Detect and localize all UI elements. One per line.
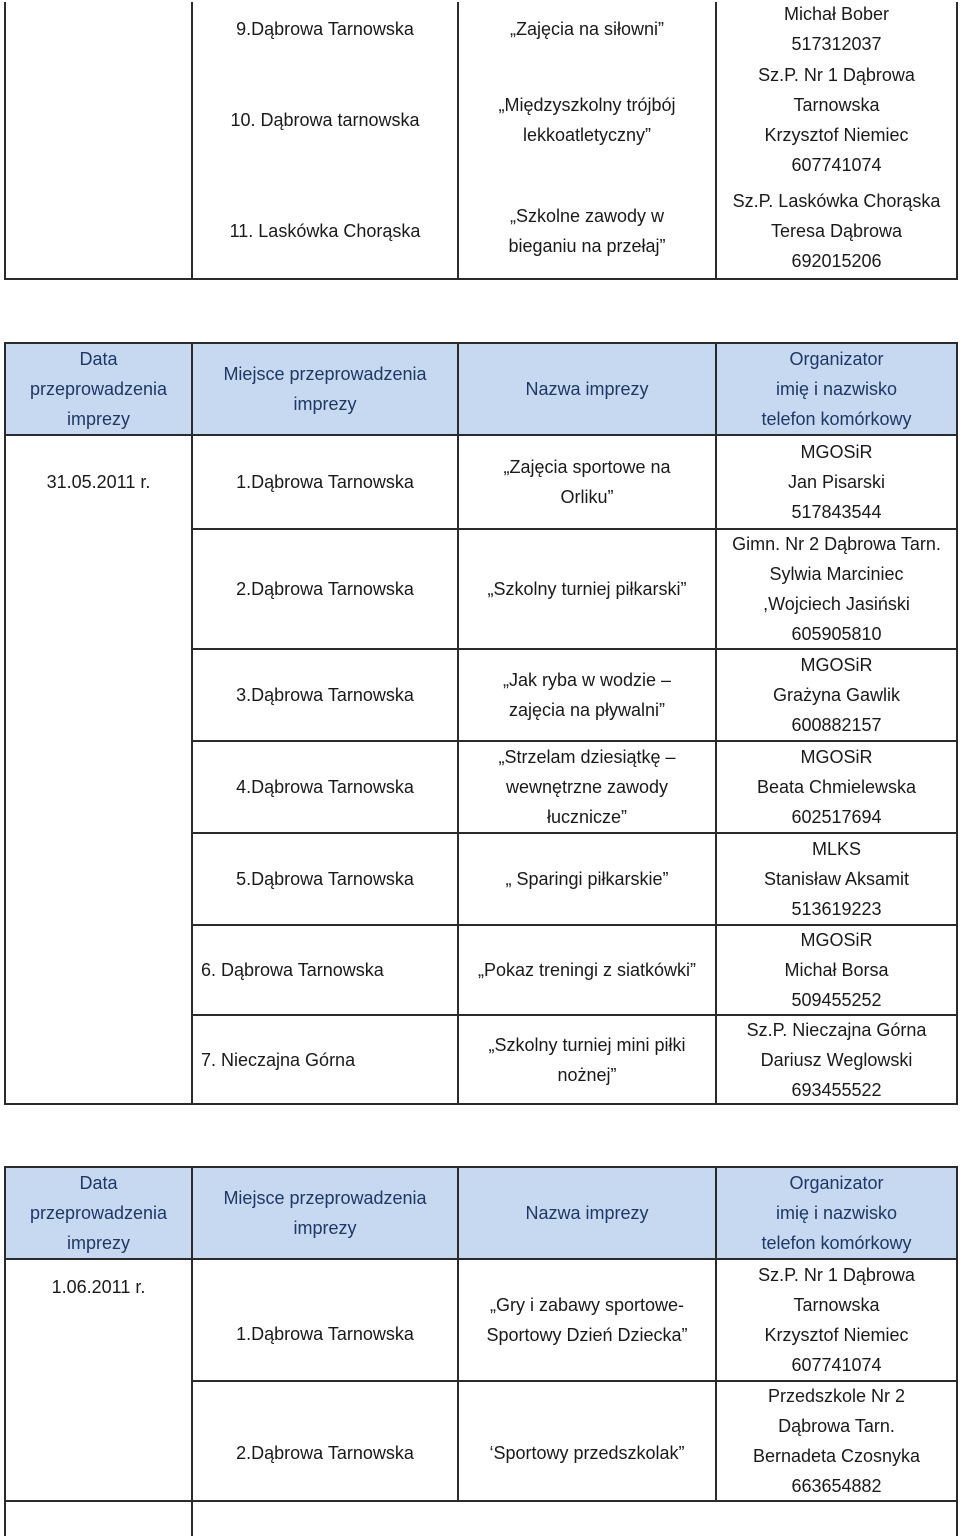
- event-text: „Międzyszkolny trójbój: [498, 95, 676, 115]
- event-cell: [459, 2, 717, 56]
- organizer-text: Dariusz Weglowski: [760, 1049, 913, 1070]
- header-text: przeprowadzenia: [29, 1203, 168, 1223]
- header-text: imprezy: [293, 1218, 357, 1238]
- event-text: „Szkolny turniej piłkarski”: [487, 579, 687, 599]
- header-text: Nazwa imprezy: [525, 1203, 649, 1223]
- event-cell: [459, 184, 717, 278]
- date-cell: [6, 832, 193, 924]
- top-table: [4, 2, 958, 280]
- place-text: 4.Dąbrowa Tarnowska: [236, 777, 414, 797]
- place-text: 2.Dąbrowa Tarnowska: [236, 1443, 414, 1463]
- organizer-cell: [717, 436, 956, 528]
- place-cell: [193, 1260, 459, 1380]
- place-cell: [193, 184, 459, 278]
- date-text: 1.06.2011 r.: [51, 1277, 146, 1297]
- header-event: [459, 344, 717, 434]
- event-text: wewnętrzne zawody: [505, 777, 669, 797]
- event-text: „Jak ryba w wodzie –: [502, 670, 672, 690]
- header-text: imprezy: [66, 409, 130, 429]
- place-cell: [193, 1380, 459, 1500]
- organizer-cell: [717, 832, 956, 924]
- organizer-text: Sz.P. Nieczajna Górna: [746, 1019, 927, 1040]
- organizer-text: Teresa Dąbrowa: [770, 221, 903, 241]
- organizer-text: 600882157: [791, 715, 882, 735]
- organizer-text: Beata Chmielewska: [756, 777, 917, 797]
- place-text: 10. Dąbrowa tarnowska: [230, 110, 420, 130]
- place-text: 3.Dąbrowa Tarnowska: [236, 685, 414, 705]
- header-date: [6, 344, 193, 434]
- place-cell: [193, 528, 459, 648]
- table-row: [6, 924, 956, 1014]
- schedule-table-01-06: [4, 1166, 958, 1536]
- date-cell: [6, 1014, 193, 1103]
- organizer-text: Sylwia Marciniec: [769, 564, 904, 584]
- organizer-text: 602517694: [791, 807, 882, 827]
- header-organizer: [717, 1168, 956, 1258]
- header-place: [193, 1168, 459, 1258]
- organizer-text: Tarnowska: [793, 95, 880, 115]
- event-text: „Szkolne zawody w: [509, 206, 665, 226]
- event-cell: [459, 1014, 717, 1103]
- event-text: ‘Sportowy przedszkolak”: [489, 1443, 685, 1463]
- event-text: „Zajęcia na siłowni”: [509, 19, 665, 39]
- header-event: [459, 1168, 717, 1258]
- organizer-text: MLKS: [811, 839, 862, 859]
- organizer-text: 692015206: [791, 251, 882, 271]
- table-row: [6, 2, 956, 56]
- organizer-cell: [717, 184, 956, 278]
- table-row: [6, 1260, 956, 1380]
- organizer-text: Jan Pisarski: [787, 472, 886, 492]
- place-cell: [193, 1014, 459, 1103]
- date-cell: [6, 1380, 193, 1500]
- event-cell: [459, 1380, 717, 1500]
- place-text: 7. Nieczajna Górna: [201, 1049, 356, 1070]
- header-text: imię i nazwisko: [775, 379, 898, 399]
- date-cell: [6, 436, 193, 528]
- organizer-cell: [717, 1260, 956, 1380]
- event-text: bieganiu na przełaj”: [508, 236, 666, 256]
- place-text: 1.Dąbrowa Tarnowska: [236, 1324, 414, 1344]
- place-cell: [193, 740, 459, 832]
- organizer-text: 663654882: [791, 1476, 882, 1496]
- organizer-text: Sz.P. Nr 1 Dąbrowa: [758, 1265, 915, 1285]
- event-cell: [459, 924, 717, 1014]
- event-text: Orliku”: [560, 487, 614, 507]
- place-cell: [193, 832, 459, 924]
- organizer-cell: [717, 56, 956, 184]
- table-row: [6, 1380, 956, 1500]
- event-text: „Pokaz treningi z siatkówki”: [477, 960, 697, 980]
- table-row: [6, 528, 956, 648]
- header-text: Miejsce przeprowadzenia: [223, 364, 427, 384]
- place-text: 9.Dąbrowa Tarnowska: [236, 19, 414, 39]
- place-text: 11. Laskówka Chorąska: [229, 221, 421, 241]
- date-cell: [6, 528, 193, 648]
- organizer-text: Sz.P. Laskówka Chorąska: [732, 191, 941, 211]
- organizer-cell: [717, 1014, 956, 1103]
- table-row: [6, 184, 956, 278]
- event-text: „Gry i zabawy sportowe-: [489, 1295, 685, 1315]
- schedule-table-31-05: [4, 342, 958, 1105]
- organizer-text: 509455252: [791, 990, 882, 1010]
- event-cell: [459, 436, 717, 528]
- organizer-text: 605905810: [791, 624, 882, 644]
- event-text: „Strzelam dziesiątkę –: [498, 747, 676, 767]
- date-cell: [6, 1502, 193, 1536]
- table-row: [6, 832, 956, 924]
- event-text: nożnej”: [557, 1064, 617, 1085]
- date-cell: [6, 740, 193, 832]
- organizer-text: Stanisław Aksamit: [763, 869, 910, 889]
- organizer-text: Krzysztof Niemiec: [764, 1325, 909, 1345]
- place-cell: [193, 924, 459, 1014]
- table-row: [6, 1500, 956, 1536]
- organizer-cell: [717, 648, 956, 740]
- place-cell: [193, 648, 459, 740]
- header-place: [193, 344, 459, 434]
- organizer-text: Bernadeta Czosnyka: [752, 1446, 921, 1466]
- organizer-cell: [717, 924, 956, 1014]
- event-text: „Zajęcia sportowe na: [503, 457, 671, 477]
- organizer-text: Tarnowska: [793, 1295, 880, 1315]
- place-text: 1.Dąbrowa Tarnowska: [236, 472, 414, 492]
- organizer-text: Michał Bober: [783, 4, 890, 24]
- header-text: imprezy: [293, 394, 357, 414]
- event-text: zajęcia na pływalni”: [508, 700, 666, 720]
- header-text: przeprowadzenia: [29, 379, 168, 399]
- organizer-text: MGOSiR: [800, 655, 873, 675]
- header-date: [6, 1168, 193, 1258]
- date-text: 31.05.2011 r.: [46, 472, 151, 492]
- organizer-text: Gimn. Nr 2 Dąbrowa Tarn.: [732, 534, 941, 554]
- event-cell: [459, 56, 717, 184]
- organizer-text: 517843544: [791, 502, 882, 522]
- place-cell: [193, 56, 459, 184]
- organizer-text: MGOSiR: [800, 930, 873, 950]
- header-organizer: [717, 344, 956, 434]
- organizer-cell: [717, 1380, 956, 1500]
- organizer-text: ,Wojciech Jasiński: [763, 594, 910, 614]
- organizer-text: 607741074: [791, 1355, 882, 1375]
- header-text: Data: [79, 349, 118, 369]
- table-row: [6, 740, 956, 832]
- table-header: [6, 344, 956, 436]
- organizer-text: Dąbrowa Tarn.: [778, 1416, 895, 1436]
- table-row: [6, 648, 956, 740]
- organizer-text: Sz.P. Nr 1 Dąbrowa: [758, 65, 915, 85]
- organizer-text: Grażyna Gawlik: [772, 685, 901, 705]
- date-cell: [6, 648, 193, 740]
- event-text: łucznicze”: [546, 807, 628, 827]
- event-cell: [459, 648, 717, 740]
- table-header: [6, 1168, 956, 1260]
- date-cell: [6, 2, 193, 56]
- place-cell: [193, 436, 459, 528]
- event-cell: [459, 740, 717, 832]
- organizer-cell: [717, 2, 956, 56]
- header-text: Miejsce przeprowadzenia: [223, 1188, 427, 1208]
- event-text: „Szkolny turniej mini piłki: [488, 1034, 686, 1055]
- header-text: imię i nazwisko: [775, 1203, 898, 1223]
- place-text: 2.Dąbrowa Tarnowska: [236, 579, 414, 599]
- table-row: [6, 436, 956, 528]
- place-cell: [193, 2, 459, 56]
- header-text: Organizator: [789, 349, 884, 369]
- event-text: lekkoatletyczny”: [522, 125, 652, 145]
- organizer-text: Michał Borsa: [784, 960, 889, 980]
- header-text: imprezy: [66, 1233, 130, 1253]
- event-text: Sportowy Dzień Dziecka”: [486, 1325, 688, 1345]
- table-row: [6, 56, 956, 184]
- place-text: 5.Dąbrowa Tarnowska: [236, 869, 414, 889]
- event-text: „ Sparingi piłkarskie”: [505, 869, 669, 889]
- event-cell: [459, 528, 717, 648]
- place-text: 6. Dąbrowa Tarnowska: [201, 960, 384, 980]
- header-text: telefon komórkowy: [761, 1233, 912, 1253]
- event-cell: [459, 832, 717, 924]
- organizer-cell: [717, 740, 956, 832]
- date-cell: [6, 184, 193, 278]
- header-text: Organizator: [789, 1173, 884, 1193]
- event-cell: [459, 1260, 717, 1380]
- organizer-text: 517312037: [791, 34, 882, 54]
- header-text: Data: [79, 1173, 118, 1193]
- date-cell: [6, 56, 193, 184]
- organizer-text: Przedszkole Nr 2: [767, 1386, 906, 1406]
- header-text: Nazwa imprezy: [525, 379, 649, 399]
- date-cell: [6, 1260, 193, 1380]
- organizer-text: MGOSiR: [800, 747, 873, 767]
- organizer-text: 607741074: [791, 155, 882, 175]
- organizer-cell: [717, 528, 956, 648]
- header-text: telefon komórkowy: [761, 409, 912, 429]
- table-row: [6, 1014, 956, 1103]
- date-cell: [6, 924, 193, 1014]
- organizer-text: Krzysztof Niemiec: [764, 125, 909, 145]
- organizer-text: 513619223: [791, 899, 882, 919]
- organizer-text: MGOSiR: [800, 442, 873, 462]
- organizer-text: 693455522: [791, 1079, 882, 1100]
